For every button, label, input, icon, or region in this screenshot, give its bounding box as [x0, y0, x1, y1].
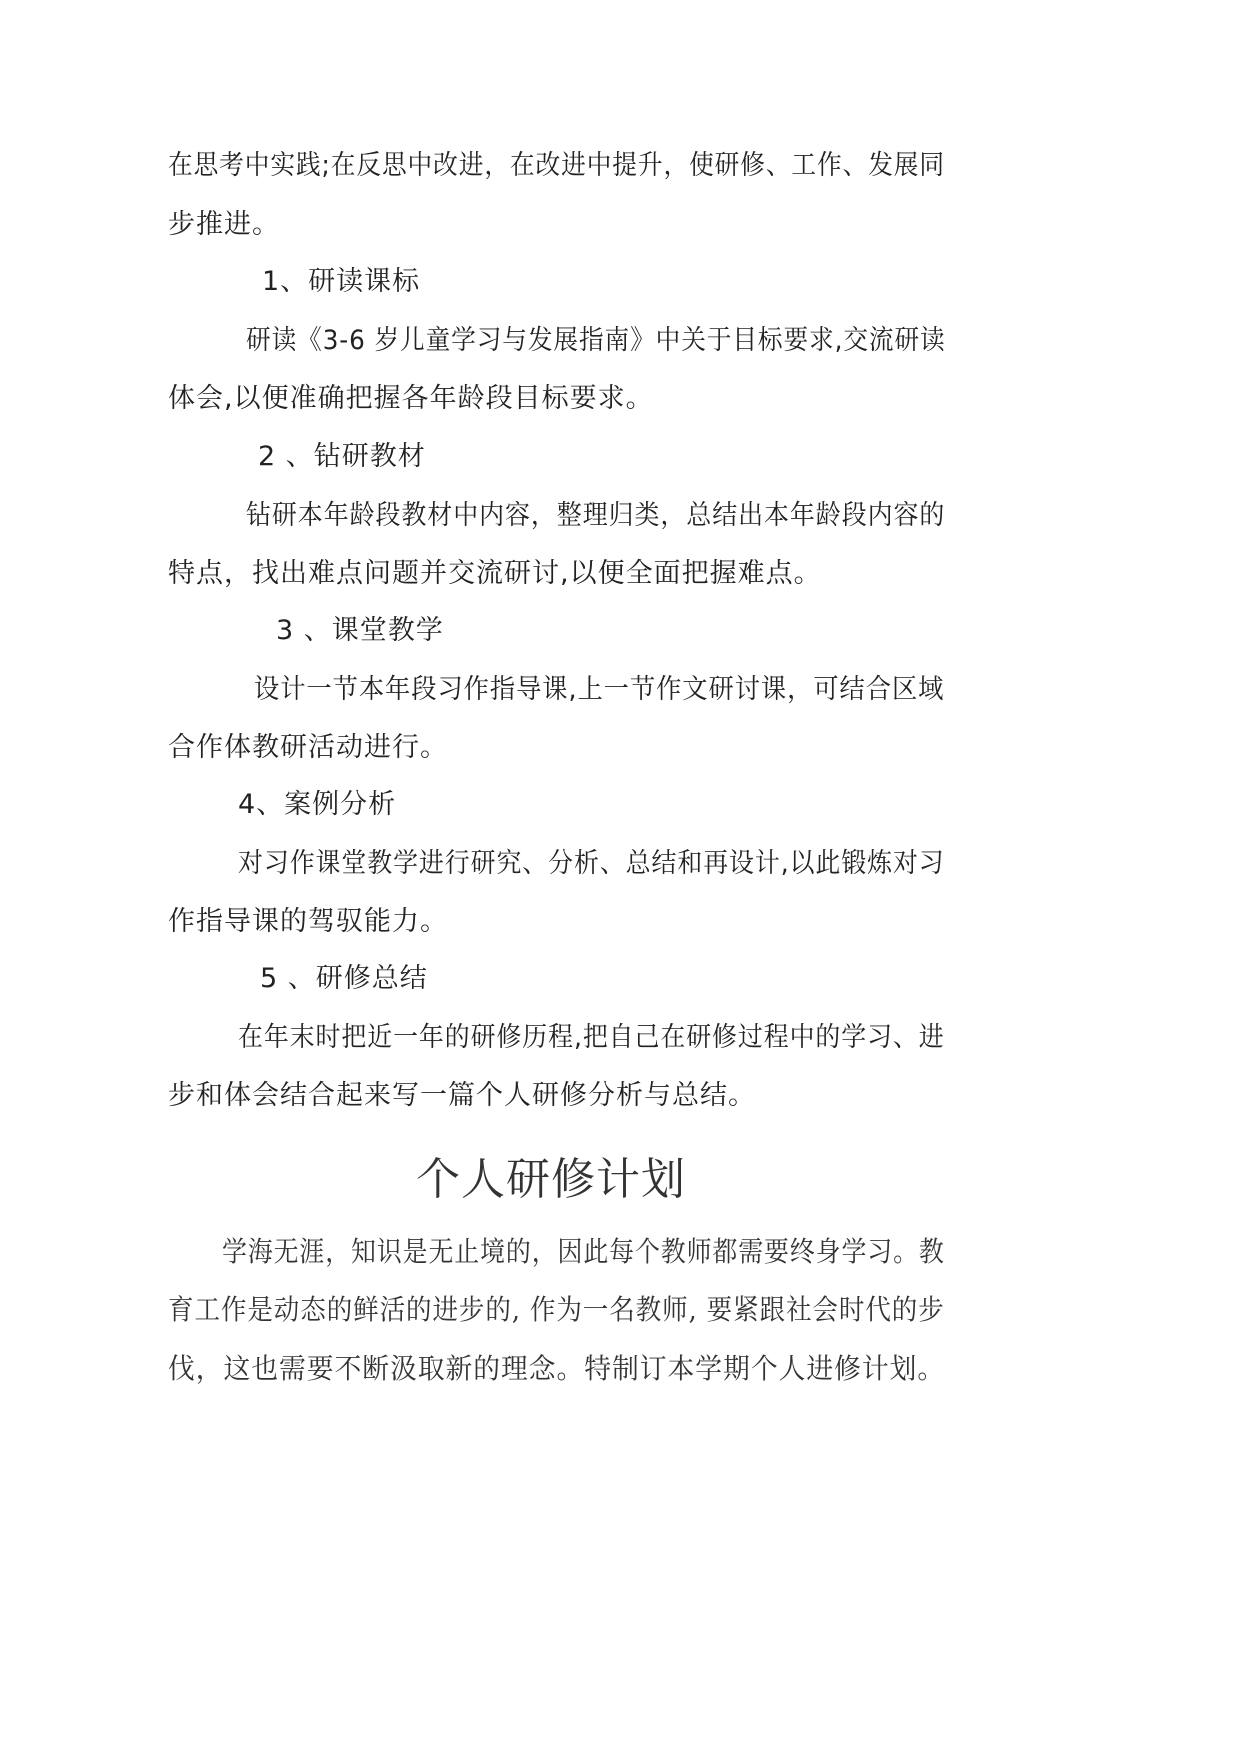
plan-body-line-3: 伐，这也需要不断汲取新的理念。特制订本学期个人进修计划。: [168, 1352, 946, 1385]
item-3-body-line-2: 合作体教研活动进行。: [168, 732, 448, 763]
plan-body-line-2: 育工作是动态的鲜活的进步的, 作为一名教师, 要紧跟社会时代的步: [168, 1293, 945, 1326]
item-1-body-line-2: 体会,以便准确把握各年龄段目标要求。: [168, 383, 654, 414]
intro-line-2: 步推进。: [168, 209, 280, 240]
intro-line-1: 在思考中实践;在反思中改进，在改进中提升，使研修、工作、发展同: [168, 150, 945, 181]
item-5-heading: 5 、研修总结: [260, 963, 428, 994]
item-5-body-line-1: 在年末时把近一年的研修历程,把自己在研修过程中的学习、进: [238, 1022, 945, 1053]
item-4-body-line-2: 作指导课的驾驭能力。: [168, 906, 448, 937]
item-3-heading: 3 、课堂教学: [276, 615, 444, 646]
item-3-body-line-1: 设计一节本年段习作指导课,上一节作文研讨课，可结合区域: [254, 674, 945, 705]
item-1-body-line-1: 研读《3-6 岁儿童学习与发展指南》中关于目标要求,交流研读: [246, 325, 946, 356]
item-4-body-line-1: 对习作课堂教学进行研究、分析、总结和再设计,以此锻炼对习: [238, 848, 945, 879]
plan-body-line-1: 学海无涯，知识是无止境的，因此每个教师都需要终身学习。教: [222, 1235, 945, 1268]
item-1-heading: 1、研读课标: [262, 266, 421, 297]
item-4-heading: 4、案例分析: [238, 789, 397, 820]
item-5-body-line-2: 步和体会结合起来写一篇个人研修分析与总结。: [168, 1080, 756, 1111]
item-2-heading: 2 、钻研教材: [258, 441, 426, 472]
item-2-body-line-1: 钻研本年龄段教材中内容，整理归类，总结出本年龄段内容的: [246, 500, 946, 531]
item-2-body-line-2: 特点，找出难点问题并交流研讨,以便全面把握难点。: [168, 558, 822, 589]
plan-title: 个人研修计划: [416, 1154, 686, 1205]
